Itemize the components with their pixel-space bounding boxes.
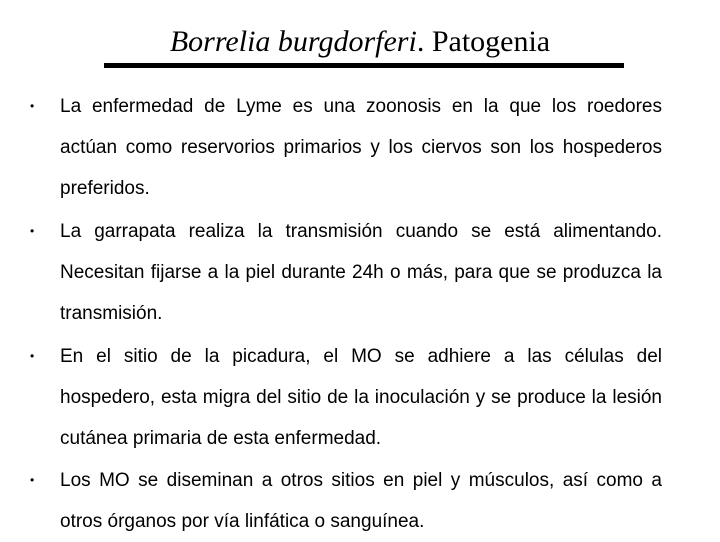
slide-title (100, 22, 620, 62)
title-underline (104, 63, 624, 68)
bullet-dot-icon: • (30, 349, 35, 363)
bullet-text: La enfermedad de Lyme es una zoonosis en la que los roedores actúan como reservorios primarios y los ciervos son los hospederos preferidos. (60, 96, 662, 199)
bullet-dot-icon: • (30, 473, 35, 487)
bullet-dot-icon: • (30, 99, 35, 113)
bullet-text: En el sitio de la picadura, el MO se adhiere a las células del hospedero, esta migra del sitio de la inoculación y se produce la lesión cutánea primaria de esta enfermedad. (60, 346, 662, 449)
title-subtitle: . Patogenia (416, 25, 551, 58)
bullet-text: Los MO se diseminan a otros sitios en piel y músculos, así como a otros órganos por vía linfática o sanguínea. (60, 470, 662, 532)
title-species-name: Borrelia burgdorferi (169, 25, 417, 58)
bullet-dot-icon: • (30, 224, 35, 238)
bullet-text: La garrapata realiza la transmisión cuando se está alimentando. Necesitan fijarse a la piel durante 24h o más, para que se produzca la transmisión. (60, 221, 662, 324)
